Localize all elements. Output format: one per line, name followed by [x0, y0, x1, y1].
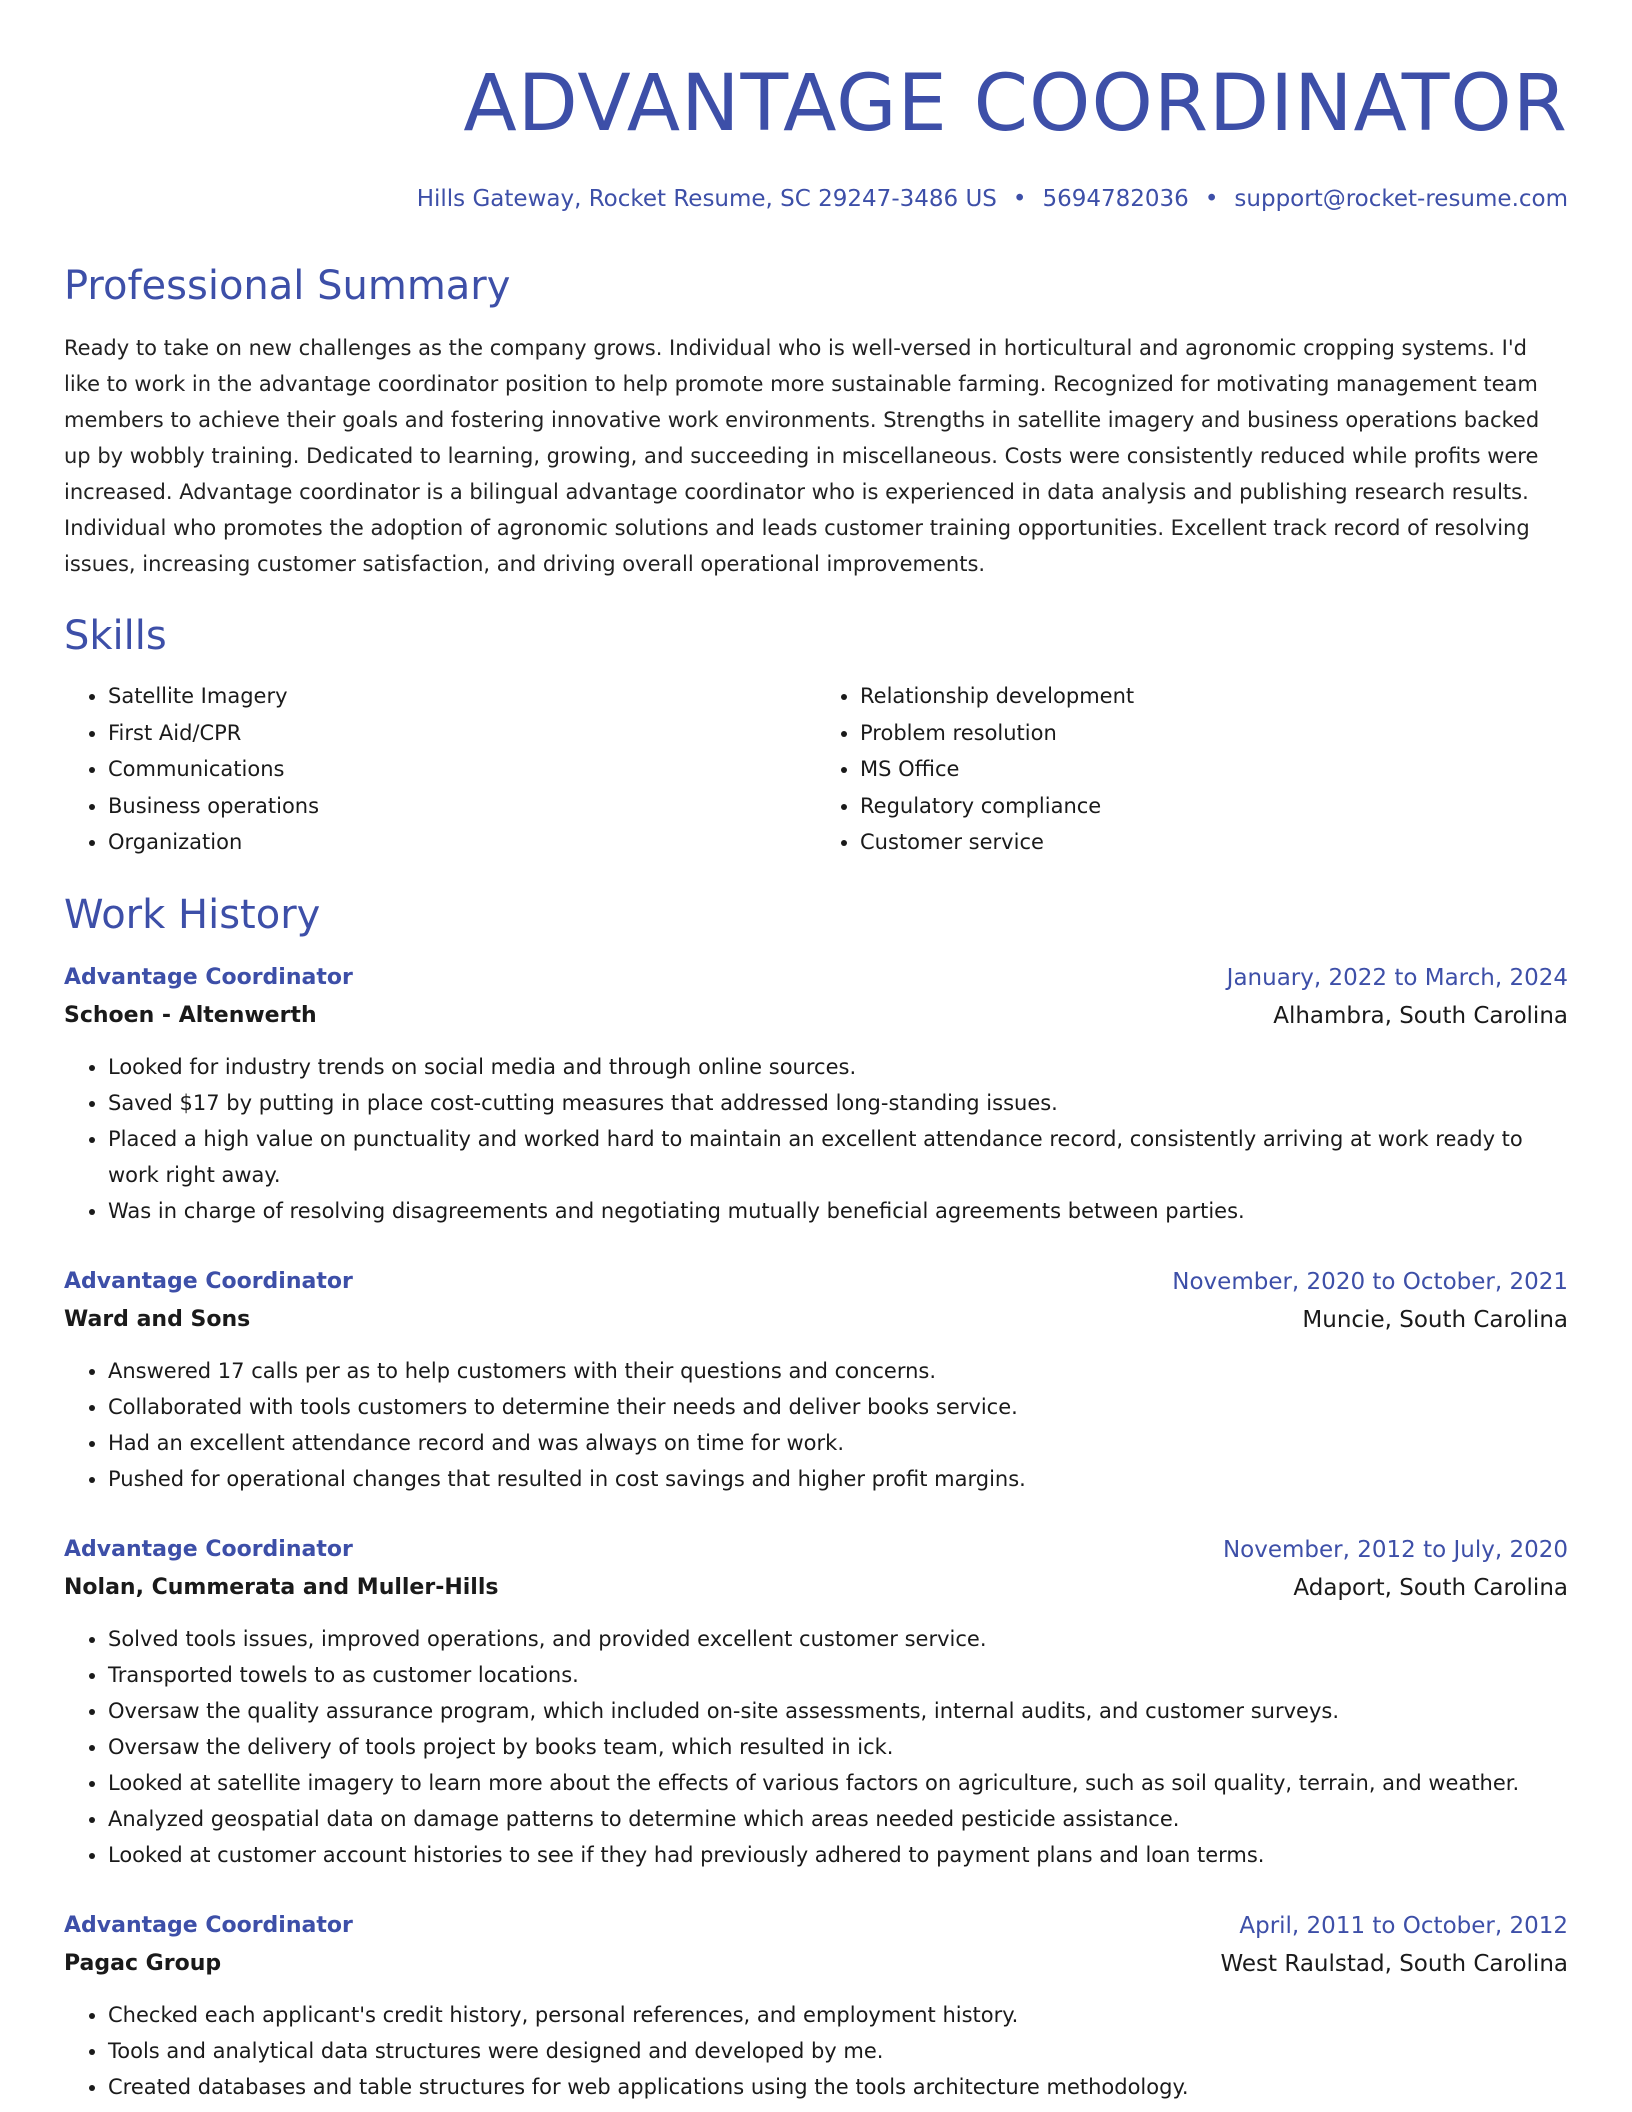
job-company: Schoen - Altenwerth: [64, 1002, 317, 1028]
job-bullet: • Had an excellent attendance record and was always on time for work.: [108, 1425, 1568, 1461]
job-bullet: • Answered 17 calls per as to help customers with their questions and concerns.: [108, 1353, 1568, 1389]
job-title: Advantage Coordinator: [64, 1912, 353, 1938]
work-history-heading: Work History: [64, 891, 321, 938]
skill-item: • Problem resolution: [860, 715, 1568, 752]
skill-item: • MS Office: [860, 751, 1568, 788]
job-bullet: • Transported towels to as customer locations.: [108, 1657, 1568, 1693]
job-bullet: • Pushed for operational changes that resulted in cost savings and higher profit margins.: [108, 1461, 1568, 1497]
job-bullet: • Placed a high value on punctuality and worked hard to maintain an excellent attendance record, consistently arriving at work ready to work right away.: [108, 1121, 1568, 1193]
job-bullets: [64, 1621, 1568, 1873]
job-bullet: • Looked at customer account histories to see if they had previously adhered to payment plans and loan terms.: [108, 1837, 1568, 1873]
job-dates: January, 2022 to March, 2024: [1226, 964, 1568, 991]
job-location: Alhambra, South Carolina: [1273, 1002, 1568, 1029]
job-bullet: • Solved tools issues, improved operations, and provided excellent customer service.: [108, 1621, 1568, 1657]
job-dates: April, 2011 to October, 2012: [1239, 1912, 1568, 1939]
job-bullet: • Collaborated with tools customers to determine their needs and deliver books service.: [108, 1389, 1568, 1425]
separator-dot: •: [1012, 186, 1027, 212]
job-dates: November, 2020 to October, 2021: [1172, 1268, 1568, 1295]
job-entry: [64, 1907, 1568, 2105]
job-bullet: • Oversaw the delivery of tools project by books team, which resulted in ick.: [108, 1729, 1568, 1765]
job-company-row: [64, 1569, 1568, 1607]
job-bullet: • Saved $17 by putting in place cost-cutting measures that addressed long-standing issues.: [108, 1085, 1568, 1121]
job-header-row: [64, 1263, 1568, 1301]
job-location: West Raulstad, South Carolina: [1220, 1950, 1568, 1977]
job-company: Nolan, Cummerata and Muller-Hills: [64, 1574, 499, 1600]
job-header-row: [64, 1907, 1568, 1945]
skill-item: • Relationship development: [860, 678, 1568, 715]
skill-item: • Organization: [108, 824, 816, 861]
job-company-row: [64, 1945, 1568, 1983]
job-bullet: • Tools and analytical data structures were designed and developed by me.: [108, 2033, 1568, 2069]
job-bullet: • Oversaw the quality assurance program, which included on-site assessments, internal audits, and customer surveys.: [108, 1693, 1568, 1729]
job-company: Ward and Sons: [64, 1306, 251, 1332]
job-bullet: • Looked at satellite imagery to learn more about the effects of various factors on agriculture, such as soil quality, terrain, and weather.: [108, 1765, 1568, 1801]
address: Hills Gateway, Rocket Resume, SC 29247-3486 US: [416, 186, 997, 212]
job-title: Advantage Coordinator: [64, 964, 353, 990]
job-bullet: • Looked for industry trends on social media and through online sources.: [108, 1049, 1568, 1085]
skill-item: • Satellite Imagery: [108, 678, 816, 715]
skill-item: • Communications: [108, 751, 816, 788]
job-bullet: • Was in charge of resolving disagreements and negotiating mutually beneficial agreements between parties.: [108, 1193, 1568, 1229]
skills-column-left: [64, 678, 816, 861]
job-entry: [64, 1263, 1568, 1497]
candidate-name: ADVANTAGE COORDINATOR: [463, 59, 1568, 149]
skill-item: • Business operations: [108, 788, 816, 825]
job-dates: November, 2012 to July, 2020: [1222, 1536, 1568, 1563]
job-company: Pagac Group: [64, 1950, 222, 1976]
summary-heading: Professional Summary: [64, 263, 511, 309]
resume-header: [64, 60, 1568, 214]
job-entry: [64, 1531, 1568, 1873]
job-location: Adaport, South Carolina: [1293, 1574, 1568, 1601]
job-bullet: • Analyzed geospatial data on damage patterns to determine which areas needed pesticide assistance.: [108, 1801, 1568, 1837]
skills-heading: Skills: [64, 613, 167, 659]
email-address: support@rocket-resume.com: [1234, 186, 1568, 212]
job-location: Muncie, South Carolina: [1302, 1306, 1568, 1333]
job-header-row: [64, 959, 1568, 997]
skill-item: • Regulatory compliance: [860, 788, 1568, 825]
skill-item: • Customer service: [860, 824, 1568, 861]
job-company-row: [64, 997, 1568, 1035]
job-entry: [64, 959, 1568, 1229]
job-bullets: [64, 1353, 1568, 1497]
phone-number: 5694782036: [1042, 186, 1189, 212]
separator-dot: •: [1204, 186, 1219, 212]
job-bullet: • Created databases and table structures for web applications using the tools architecture methodology.: [108, 2069, 1568, 2105]
job-bullets: [64, 1997, 1568, 2105]
skills-list: [64, 678, 1568, 861]
job-company-row: [64, 1301, 1568, 1339]
summary-text: Ready to take on new challenges as the company grows. Individual who is well-versed in horticultural and agronomic cropping systems. I'd like to work in the advantage coordinator position to help promote more sustainable farming. Recognized for motivating management team members to achieve their goals and fostering innovative work environments. Strengths in satellite imagery and business operations backed up by wobbly training. Dedicated to learning, growing, and succeeding in miscellaneous. Costs were consistently reduced while profits were increased. Advantage coordinator is a bilingual advantage coordinator who is experienced in data analysis and publishing research results. Individual who promotes the adoption of agronomic solutions and leads customer training opportunities. Excellent track record of resolving issues, increasing customer satisfaction, and driving overall operational improvements.: [64, 336, 1540, 576]
skill-item: • First Aid/CPR: [108, 715, 816, 752]
job-title: Advantage Coordinator: [64, 1536, 353, 1562]
skills-column-right: [816, 678, 1568, 861]
job-bullet: • Checked each applicant's credit history, personal references, and employment history.: [108, 1997, 1568, 2033]
contact-line: [64, 184, 1568, 214]
job-title: Advantage Coordinator: [64, 1268, 353, 1294]
job-header-row: [64, 1531, 1568, 1569]
job-bullets: [64, 1049, 1568, 1229]
